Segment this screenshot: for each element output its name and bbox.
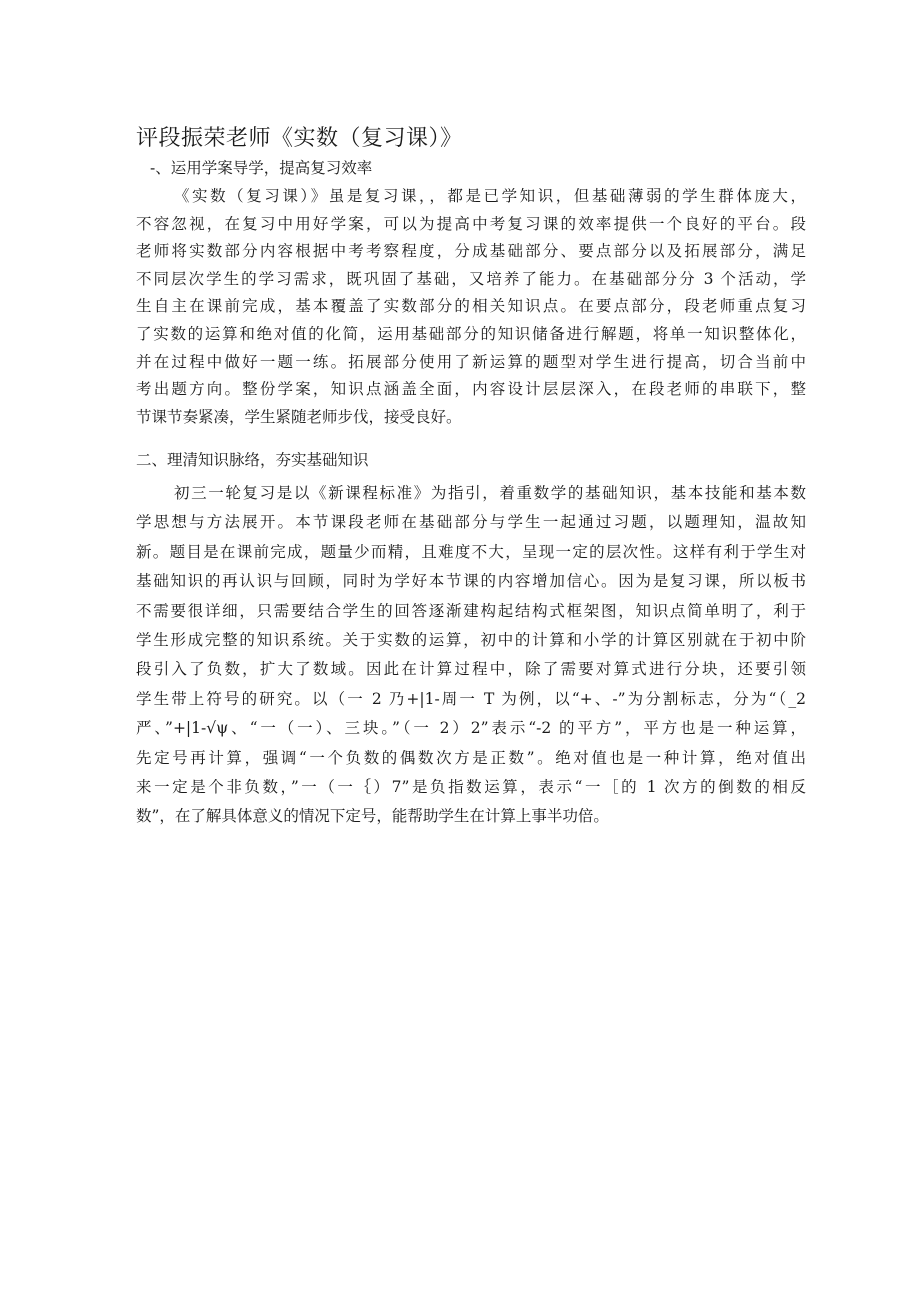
section-heading-2: 二、理清知识脉络，夯实基础知识 — [136, 451, 369, 469]
paragraph-line: 来一定是个非负数，”一（一｛）7”是负指数运算，表示“一［的 1 次方的倒数的相反 — [136, 777, 806, 796]
paragraph-line: 学思想与方法展开。本节课段老师在基础部分与学生一起通过习题，以题理知，温故知 — [136, 513, 806, 532]
paragraph-line: 严、”+|1-√ψ、“一（一）、三块。”（一 2）2”表示“-2 的平方”，平方也是一种运算， — [136, 719, 806, 738]
paragraph-line: 数”，在了解具体意义的情况下定号，能帮助学生在计算上事半功倍。 — [136, 807, 609, 826]
paragraph-line: 节课节奏紧凑，学生紧随老师步伐，接受良好。 — [136, 407, 462, 426]
paragraph-line: 生自主在课前完成，基本覆盖了实数部分的相关知识点。在要点部分，段老师重点复习 — [136, 297, 806, 316]
paragraph-line: 不容忽视，在复习中用好学案，可以为提高中考复习课的效率提供一个良好的平台。段 — [136, 214, 806, 233]
paragraph-line: 考出题方向。整份学案，知识点涵盖全面，内容设计层层深入，在段老师的串联下，整 — [136, 380, 806, 399]
paragraph-line: 段引入了负数，扩大了数域。因此在计算过程中，除了需要对算式进行分块，还要引领 — [136, 660, 806, 679]
paragraph-line: 初三一轮复习是以《新课程标准》为指引，着重数学的基础知识，基本技能和基本数 — [174, 484, 806, 502]
paragraph-line: 新。题目是在课前完成，题量少而精，且难度不大，呈现一定的层次性。这样有利于学生对 — [136, 542, 806, 561]
paragraph-line: 不需要很详细，只需要结合学生的回答逐渐建构起结构式框架图，知识点简单明了，利于 — [136, 601, 806, 620]
paragraph-line: 先定号再计算，强调“一个负数的偶数次方是正数”。绝对值也是一种计算，绝对值出 — [136, 748, 806, 767]
document-title: 评段振荣老师《实数（复习课）》 — [136, 126, 463, 151]
paragraph-line: 并在过程中做好一题一练。拓展部分使用了新运算的题型对学生进行提高，切合当前中 — [136, 352, 806, 371]
paragraph-line: 了实数的运算和绝对值的化简，运用基础部分的知识储备进行解题，将单一知识整体化， — [136, 324, 806, 343]
paragraph-line: 《实数（复习课）》虽是复习课，，都是已学知识，但基础薄弱的学生群体庞大， — [174, 187, 806, 205]
paragraph-line: 学生形成完整的知识系统。关于实数的运算，初中的计算和小学的计算区别就在于初中阶 — [136, 630, 806, 649]
section-1-paragraph — [136, 183, 806, 431]
section-2-paragraph — [136, 479, 806, 832]
section-heading-1: -、运用学案导学，提高复习效率 — [150, 159, 373, 177]
paragraph-line: 学生带上符号的研究。以（一 2 乃+|1-周一 T 为例，以“+、-”为分割标志，分为“（_2 — [136, 689, 806, 708]
paragraph-line: 老师将实数部分内容根据中考考察程度，分成基础部分、要点部分以及拓展部分，满足 — [136, 242, 806, 261]
paragraph-line: 不同层次学生的学习需求，既巩固了基础，又培养了能力。在基础部分分 3 个活动，学 — [136, 269, 806, 288]
paragraph-line: 基础知识的再认识与回顾，同时为学好本节课的内容增加信心。因为是复习课，所以板书 — [136, 572, 806, 591]
